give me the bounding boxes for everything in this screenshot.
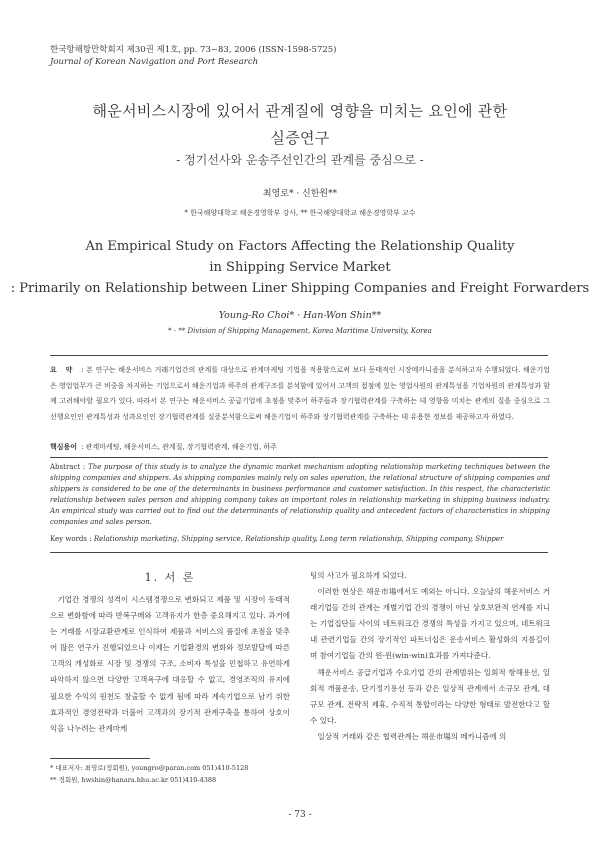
keywords-en <box>50 535 550 543</box>
section-heading-introduction: 1. 서 론 <box>144 571 196 584</box>
divider-mid <box>50 457 548 458</box>
authors-ko: 최영로* · 신한원** <box>262 189 338 199</box>
journal-header <box>50 44 337 68</box>
keywords-ko-text: : 관계마케팅, 해운서비스, 관계질, 장기협력관계, 해운기업, 하주 <box>81 443 277 451</box>
abstract-ko-label: 요 약 <box>50 365 76 374</box>
affiliation-ko: * 한국해양대학교 해운경영학부 강사, ** 한국해양대학교 해운경영학부 교수 <box>184 209 416 217</box>
paragraph: 팅의 사고가 필요하게 되었다. <box>310 571 407 580</box>
title-en-line2: in Shipping Service Market <box>209 260 391 275</box>
journal-name-en: Journal of Korean Navigation and Port Research <box>50 57 259 67</box>
abstract-ko-text: : 본 연구는 해운서비스 거래기업간의 관계를 대상으로 관계마케팅 기법을 적용함으로써 보다 동태적인 시장메카니즘을 분석하고자 수행되었다. 해운기업은 영업업무가 큰 비중을 차지하는 기업으로서 해운기업과 하주의 관계구조를 분석함에 있어서 고객의 접점에 있는 영업사원의 관계특성을 기업차원의 관계특성과 함께 고려해야할 필요가 있다. 따라서 본 연구는 해운서비스 공급기업에 초점을 맞추어 하주들과 장기협력관계를 구축하는 데 영향을 미치는 관계의 질을 중심으로 그 선행요인인 관계특성과 성과요인인 장기협력관계를 실증분석함으로써 해운기업이 하주와 장기협력관계를 구축하는 데 유용한 정보를 제공하고자 하였다. <box>50 366 550 421</box>
title-ko-line2: 실증연구 <box>270 129 330 147</box>
title-en-line1: An Empirical Study on Factors Affecting the Relationship Quality <box>85 239 515 254</box>
keywords-ko-label: 핵심용어 <box>50 442 78 451</box>
abstract-en-text: The purpose of this study is to analyze the dynamic market mechanism adopting relationship marketing techniques between the shipping companies and shippers. As shipping companies mainly rely on sales operation, the relational structure of shipping companies and shippers is considered to be one of the determinants in business performance and customer satisfaction. In this respect, the characteristic relationship between sales person and shipping company takes an important roles in relationship marketing in shipping business industry. An empirical study was carried out to find out the determinants of relationship quality and antecedent factors of characteristics in shipping companies and sales person. <box>50 463 551 526</box>
paper-title-ko <box>0 98 600 152</box>
paper-subtitle-ko: - 정기선사와 운송주선인간의 관계를 중심으로 - <box>176 153 424 167</box>
paper-title-en <box>0 236 600 299</box>
abstract-en <box>50 462 550 528</box>
paragraph: 기업간 경쟁의 성격이 시스템경쟁으로 변화되고 제품 및 시장이 동태적으로 변화함에 따라 반복구매와 고객유지가 한층 중요해지고 있다. 과거에는 거래를 시장교환관계로 인식하여 제품과 서비스의 품질에 초점을 맞추어 많은 연구가 진행되었으나 이제는 기업환경의 변화와 정보발달에 따른 고객의 개성화로 시장 및 경쟁의 구조, 소비자 특성을 민첩하고 유연하게 파악하지 않으면 다양한 고객욕구에 대응할 수 없고, 경영조직의 유지에 필요한 수익의 원천도 창출할 수 없게 됨에 따라 계속기업으로 남기 위한 효과적인 경영전략과 더불어 고객과의 장기적 관계구축을 통하여 상호이익을 나누려는 관계마케 <box>50 595 290 733</box>
journal-citation-ko: 한국항해항만학회지 제30권 제1호, pp. 73~83, 2006 (ISSN-1598-5725) <box>50 45 337 55</box>
footnote-corresponding-author: * 대표저자: 최영로(정회원), youngro@paran.com 051)410-5128 <box>50 764 249 772</box>
paragraph: 이러한 현상은 해운市場에서도 예외는 아니다. 오늘날의 해운서비스 거래기업들 간의 관계는 개별기업 간의 경쟁이 아닌 상호보완적 연계를 지니는 기업집단들 사이의 네트워크간 경쟁의 특성을 가지고 있으며, 네트워크내 관련기업들 간의 장기적인 파트너십은 운송서비스 활성화의 지름길이며 참여기업들 간의 윈-윈(win-win)효과를 가져다준다. <box>310 587 550 661</box>
page-number: - 73 - <box>288 810 312 820</box>
abstract-ko <box>50 362 550 425</box>
divider-bottom <box>50 552 548 553</box>
authors-en: Young-Ro Choi* · Han-Won Shin** <box>218 310 382 321</box>
title-ko-line1: 해운서비스시장에 있어서 관계질에 영향을 미치는 요인에 관한 <box>92 102 508 120</box>
body-column-left <box>50 592 290 737</box>
keywords-en-label: Key words : <box>50 535 92 543</box>
affiliation-en: * · ** Division of Shipping Management, Korea Maritime University, Korea <box>168 327 432 335</box>
keywords-ko <box>50 442 550 452</box>
paragraph: 일상적 거래와 같은 협력관계는 해운市場의 메카니즘에 의 <box>317 731 507 741</box>
body-column-right <box>310 568 550 745</box>
paragraph: 해운서비스 공급기업과 수요기업 간의 관계범위는 일회적 항해용선, 일회적 개품운송, 단기정기용선 등과 같은 일상적 관계에서 소규모 관계, 대규모 관계, 전략적 제휴, 수직적 통합이라는 다양한 형태로 발전한다고 할 수 있다. <box>310 667 550 725</box>
footnotes <box>50 762 290 786</box>
footnote-divider <box>50 758 150 759</box>
footnote-coauthor: ** 정회원, hwshin@hanara.hhu.ac.kr 051)410-4388 <box>50 776 217 784</box>
keywords-en-text: Relationship marketing, Shipping service, Relationship quality, Long term relationship, Shipping company, Shipper <box>93 535 504 543</box>
abstract-en-label: Abstract : <box>50 463 86 471</box>
divider-top <box>50 355 548 356</box>
title-en-line3: : Primarily on Relationship between Liner Shipping Companies and Freight Forwarders <box>10 281 590 296</box>
